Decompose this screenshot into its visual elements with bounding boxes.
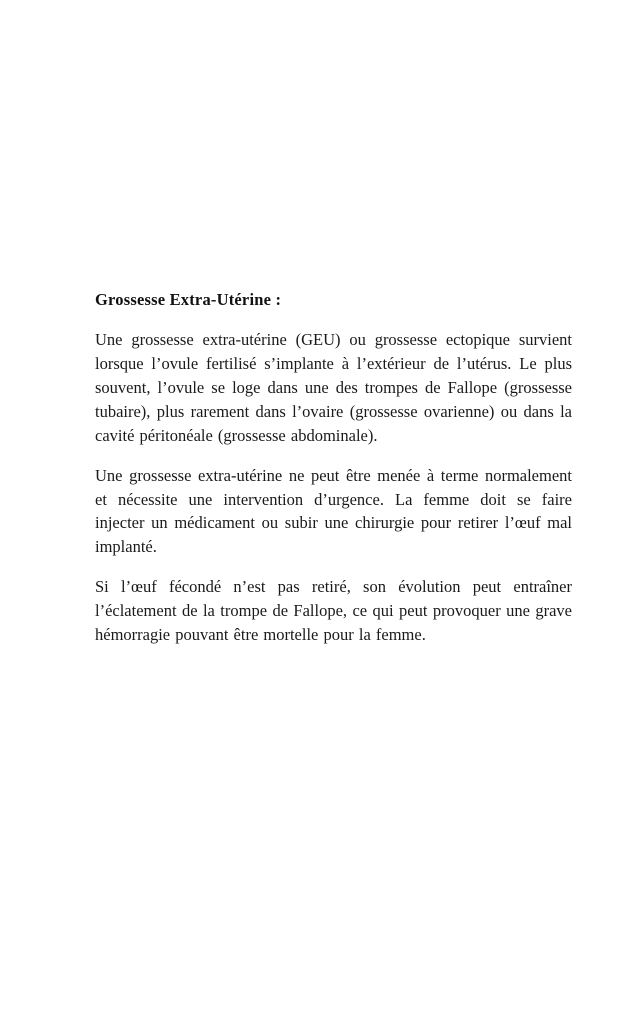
paragraph-2: Une grossesse extra-utérine ne peut être menée à terme normalement et nécessite une intervention d’urgence. La femme doit se faire injecter un médicament ou subir une chirurgie pour retirer l’œuf mal implanté.: [95, 465, 572, 557]
text-block: [95, 290, 572, 663]
paragraph-1: Une grossesse extra-utérine (GEU) ou grossesse ectopique survient lorsque l’ovule fertilisé s’implante à l’extérieur de l’utérus. Le plus souvent, l’ovule se loge dans une des trompes de Fallope (grossesse tubaire), plus rarement dans l’ovaire (grossesse ovarienne) ou dans la cavité péritonéale (grossesse abdominale).: [95, 330, 572, 445]
section-heading: Grossesse Extra-Utérine :: [95, 290, 282, 309]
paragraph-3: Si l’œuf fécondé n’est pas retiré, son évolution peut entraîner l’éclatement de la trompe de Fallope, ce qui peut provoquer une grave hémorragie pouvant être mortelle pour la femme.: [95, 577, 572, 645]
